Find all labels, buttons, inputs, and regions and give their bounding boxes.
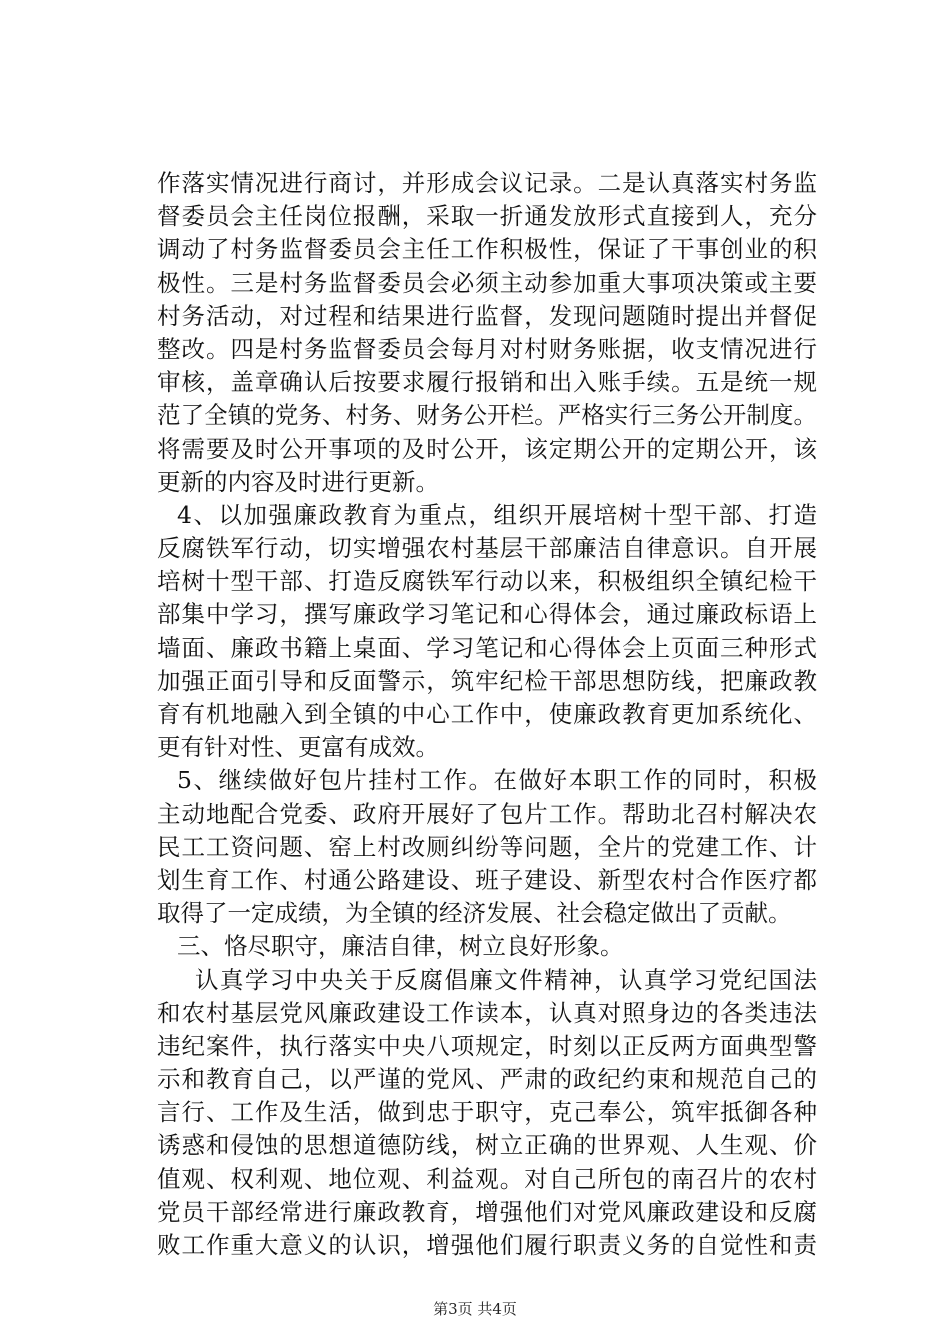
text-line: 划生育工作、村通公路建设、班子建设、新型农村合作医疗都 <box>157 865 817 894</box>
text-line: 调动了村务监督委员会主任工作积极性，保证了干事创业的积 <box>157 235 817 264</box>
text-line: 民工工资问题、窑上村改厕纠纷等问题，全片的党建工作、计 <box>157 832 817 861</box>
text-line: 墙面、廉政书籍上桌面、学习笔记和心得体会上页面三种形式 <box>157 633 817 662</box>
text-line: 村务活动，对过程和结果进行监督，发现问题随时提出并督促 <box>157 301 817 330</box>
text-line: 将需要及时公开事项的及时公开，该定期公开的定期公开，该 <box>157 434 817 463</box>
text-line: 取得了一定成绩，为全镇的经济发展、社会稳定做出了贡献。 <box>157 899 792 928</box>
text-line: 整改。四是村务监督委员会每月对村财务账据，收支情况进行 <box>157 334 817 363</box>
text-line: 党员干部经常进行廉政教育，增强他们对党风廉政建设和反腐 <box>157 1197 817 1226</box>
text-line: 加强正面引导和反面警示，筑牢纪检干部思想防线，把廉政教 <box>157 666 817 695</box>
document-body <box>157 167 817 1262</box>
text-line: 败工作重大意义的认识，增强他们履行职责义务的自觉性和责 <box>157 1231 817 1259</box>
text-line: 极性。三是村务监督委员会必须主动参加重大事项决策或主要 <box>157 268 817 297</box>
text-line: 示和教育自己，以严谨的党风、严肃的政纪约束和规范自己的 <box>157 1065 817 1094</box>
text-line: 主动地配合党委、政府开展好了包片工作。帮助北召村解决农 <box>157 799 817 828</box>
paragraph-start-line: 认真学习中央关于反腐倡廉文件精神，认真学习党纪国法 <box>195 965 817 994</box>
text-line: 值观、权利观、地位观、利益观。对自己所包的南召片的农村 <box>157 1164 817 1193</box>
text-line: 培树十型干部、打造反腐铁军行动以来，积极组织全镇纪检干 <box>157 567 817 596</box>
text-line: 育有机地融入到全镇的中心工作中，使廉政教育更加系统化、 <box>157 700 817 728</box>
section-heading: 三、恪尽职守，廉洁自律，树立良好形象。 <box>177 932 624 961</box>
text-line: 反腐铁军行动，切实增强农村基层干部廉洁自律意识。自开展 <box>157 534 817 563</box>
text-line: 范了全镇的党务、村务、财务公开栏。严格实行三务公开制度。 <box>157 401 817 430</box>
text-line: 更有针对性、更富有成效。 <box>157 733 439 762</box>
text-line: 督委员会主任岗位报酬，采取一折通发放形式直接到人，充分 <box>157 202 817 231</box>
text-line: 作落实情况进行商讨，并形成会议记录。二是认真落实村务监 <box>157 169 817 197</box>
text-line: 言行、工作及生活，做到忠于职守，克己奉公，筑牢抵御各种 <box>157 1098 817 1127</box>
paragraph-start-line: 4、以加强廉政教育为重点，组织开展培树十型干部、打造 <box>177 500 817 529</box>
paragraph-start-line: 5、继续做好包片挂村工作。在做好本职工作的同时，积极 <box>177 766 817 795</box>
text-line: 诱惑和侵蚀的思想道德防线，树立正确的世界观、人生观、价 <box>157 1131 817 1160</box>
text-line: 和农村基层党风廉政建设工作读本，认真对照身边的各类违法 <box>157 998 817 1027</box>
text-line: 审核，盖章确认后按要求履行报销和出入账手续。五是统一规 <box>157 368 817 397</box>
text-line: 违纪案件，执行落实中央八项规定，时刻以正反两方面典型警 <box>157 1031 817 1060</box>
text-line: 更新的内容及时进行更新。 <box>157 467 439 496</box>
text-line: 部集中学习，撰写廉政学习笔记和心得体会，通过廉政标语上 <box>157 600 817 629</box>
page-number-footer: 第3页 共4页 <box>433 1300 517 1318</box>
